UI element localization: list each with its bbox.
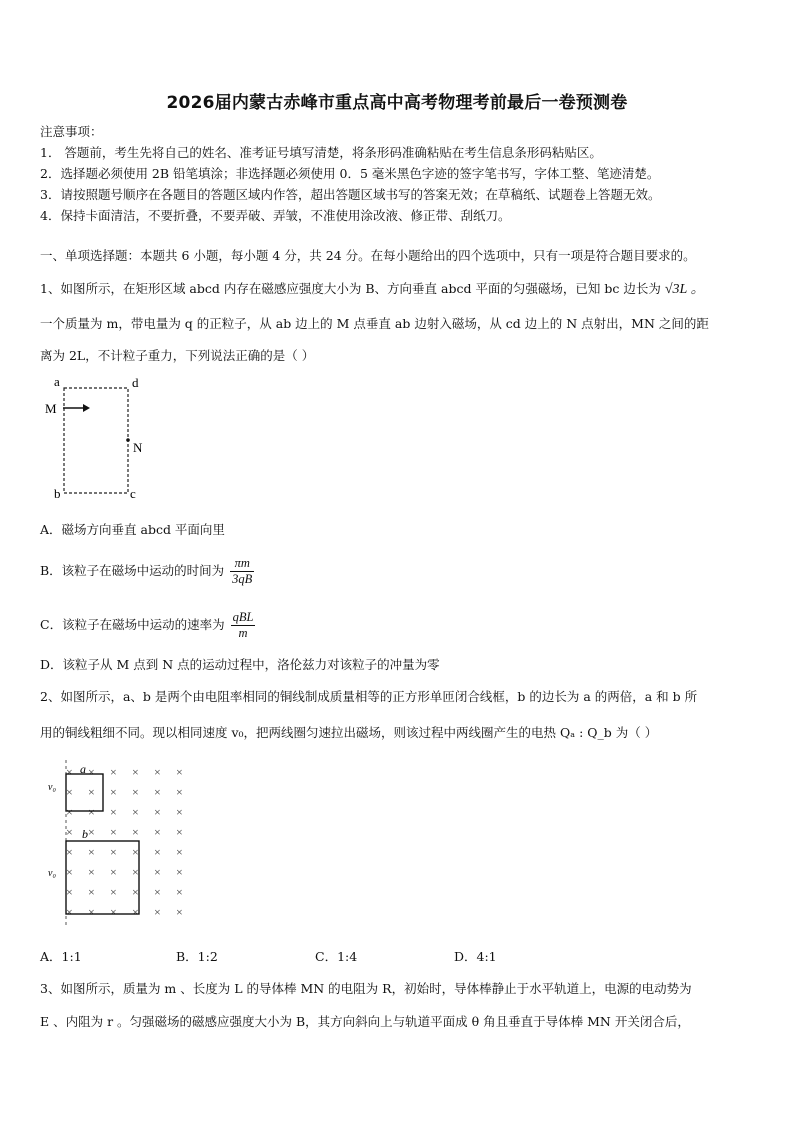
v0-label-b: v₀ xyxy=(48,868,56,879)
field-cross: × xyxy=(88,865,95,879)
q1-option-d: D．该粒子从 M 点到 N 点的运动过程中，洛伦兹力对该粒子的冲量为零 xyxy=(40,657,440,672)
field-cross: × xyxy=(154,905,161,919)
magnetic-field-crosses xyxy=(66,765,183,919)
field-cross: × xyxy=(88,805,95,819)
q2-option-c: C．1:4 xyxy=(315,949,358,964)
notice-item-2: 2．选择题必须使用 2B 铅笔填涂；非选择题必须使用 0．5 毫米黑色字迹的签字笔书写，字体工整、笔迹清楚。 xyxy=(40,166,660,181)
label-d: d xyxy=(132,375,139,390)
label-c: c xyxy=(130,486,136,501)
q1-line-2: 一个质量为 m，带电量为 q 的正粒子，从 ab 边上的 M 点垂直 ab 边射入磁场，从 cd 边上的 N 点射出，MN 之间的距 xyxy=(40,316,709,331)
label-m: M xyxy=(45,401,57,416)
q1-line-1-text: 1、如图所示，在矩形区域 abcd 内存在磁感应强度大小为 B、方向垂直 abcd 平面的匀强磁场，已知 bc 边长为 xyxy=(40,281,661,296)
q3-line-1: 3、如图所示，质量为 m 、长度为 L 的导体棒 MN 的电阻为 R，初始时，导体棒静止于水平轨道上，电源的电动势为 xyxy=(40,981,692,996)
field-cross: × xyxy=(132,785,139,799)
field-cross: × xyxy=(110,765,117,779)
fraction-denominator: 3qB xyxy=(232,572,253,586)
q1-rectangle-figure xyxy=(36,374,156,502)
field-cross: × xyxy=(88,765,95,779)
field-cross: × xyxy=(66,765,73,779)
field-cross: × xyxy=(66,845,73,859)
q1-line-1 xyxy=(40,278,705,298)
q2-option-a: A．1:1 xyxy=(40,949,82,964)
field-cross: × xyxy=(132,905,139,919)
q1-option-a: A．磁场方向垂直 abcd 平面向里 xyxy=(40,522,225,537)
q2-coil-figure xyxy=(42,760,192,930)
field-cross: × xyxy=(88,905,95,919)
section-heading: 一、单项选择题：本题共 6 小题，每小题 4 分，共 24 分。在每小题给出的四个选项中，只有一项是符合题目要求的。 xyxy=(40,248,696,263)
field-cross: × xyxy=(176,905,183,919)
field-cross: × xyxy=(66,825,73,839)
q3-line-2: E 、内阻为 r 。匀强磁场的磁感应强度大小为 B，其方向斜向上与轨道平面成 θ 角且垂直于导体棒 MN 开关闭合后， xyxy=(40,1014,690,1029)
coil-b-label: b xyxy=(82,827,88,841)
point-n-dot xyxy=(126,438,130,442)
field-cross: × xyxy=(132,825,139,839)
field-cross: × xyxy=(154,805,161,819)
field-cross: × xyxy=(154,845,161,859)
field-cross: × xyxy=(66,805,73,819)
field-cross: × xyxy=(132,865,139,879)
fraction-numerator: qBL xyxy=(232,610,254,624)
notice-item-3: 3．请按照题号顺序在各题目的答题区域内作答，超出答题区域书写的答案无效；在草稿纸、试题卷上答题无效。 xyxy=(40,187,661,202)
field-cross: × xyxy=(88,885,95,899)
v0-label-a: v₀ xyxy=(48,782,56,793)
label-b: b xyxy=(54,486,61,501)
notice-item-4: 4．保持卡面清洁，不要折叠，不要弄破、弄皱，不准使用涂改液、修正带、刮纸刀。 xyxy=(40,208,511,223)
field-cross: × xyxy=(154,765,161,779)
field-cross: × xyxy=(154,885,161,899)
page-title: 2026届内蒙古赤峰市重点高中高考物理考前最后一卷预测卷 xyxy=(166,93,628,113)
fraction-numerator: πm xyxy=(230,556,254,572)
q1-option-c-text: C．该粒子在磁场中运动的速率为 xyxy=(40,617,225,632)
q2-option-d: D．4:1 xyxy=(454,949,497,964)
field-cross: × xyxy=(66,865,73,879)
field-cross: × xyxy=(132,845,139,859)
notice-item-1: 1． 答题前，考生先将自己的姓名、准考证号填写清楚，将条形码准确粘贴在考生信息条形码粘贴区。 xyxy=(40,145,602,160)
field-cross: × xyxy=(66,785,73,799)
field-cross: × xyxy=(154,865,161,879)
field-cross: × xyxy=(176,865,183,879)
field-cross: × xyxy=(154,785,161,799)
field-cross: × xyxy=(176,805,183,819)
field-cross: × xyxy=(88,785,95,799)
fraction-denominator: m xyxy=(238,626,248,640)
field-cross: × xyxy=(110,845,117,859)
field-cross: × xyxy=(132,805,139,819)
q1-option-b-fraction xyxy=(230,556,254,587)
notice-heading: 注意事项： xyxy=(40,124,103,139)
coil-a-label: a xyxy=(80,762,86,776)
field-cross: × xyxy=(110,825,117,839)
field-cross: × xyxy=(132,765,139,779)
q1-option-c xyxy=(40,610,257,641)
field-cross: × xyxy=(110,785,117,799)
q1-option-b xyxy=(40,556,256,587)
field-cross: × xyxy=(154,825,161,839)
label-n: N xyxy=(133,440,143,455)
field-cross: × xyxy=(176,785,183,799)
field-cross: × xyxy=(132,885,139,899)
coil-b xyxy=(66,841,139,914)
q1-line-3: 离为 2L，不计粒子重力，下列说法正确的是（ ） xyxy=(40,348,315,363)
field-cross: × xyxy=(110,805,117,819)
field-cross: × xyxy=(176,885,183,899)
field-cross: × xyxy=(66,885,73,899)
field-cross: × xyxy=(110,885,117,899)
field-region xyxy=(64,388,128,493)
q1-bc-length: √3L 。 xyxy=(664,282,705,297)
arrow-head-icon xyxy=(83,404,90,412)
q1-option-b-text: B．该粒子在磁场中运动的时间为 xyxy=(40,563,225,578)
field-cross: × xyxy=(110,905,117,919)
q2-line-1: 2、如图所示，a、b 是两个由电阻率相同的铜线制成质量相等的正方形单匝闭合线框，b 的边长为 a 的两倍，a 和 b 所 xyxy=(40,689,698,704)
q2-line-2: 用的铜线粗细不同。现以相同速度 v₀，把两线圈匀速拉出磁场，则该过程中两线圈产生的电热 Qₐ : Q_b 为（ ） xyxy=(40,725,658,740)
field-cross: × xyxy=(176,765,183,779)
field-cross: × xyxy=(88,825,95,839)
field-cross: × xyxy=(66,905,73,919)
field-cross: × xyxy=(88,845,95,859)
q2-option-b: B．1:2 xyxy=(176,949,218,964)
q1-option-c-fraction xyxy=(231,610,256,641)
field-cross: × xyxy=(176,825,183,839)
field-cross: × xyxy=(176,845,183,859)
field-cross: × xyxy=(110,865,117,879)
label-a: a xyxy=(54,374,60,389)
